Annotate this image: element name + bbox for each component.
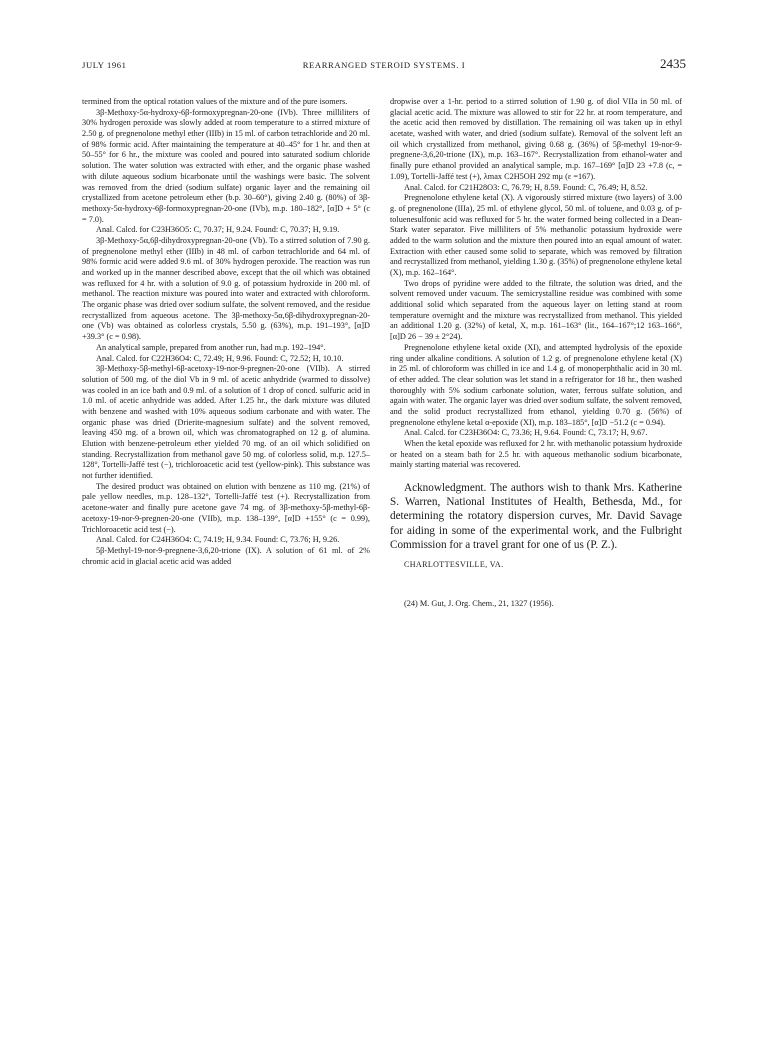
right-paragraphs bbox=[390, 97, 682, 471]
affiliation-place: CHARLOTTESVILLE, VA. bbox=[404, 560, 504, 570]
paragraph: 3β-Methoxy-5β-methyl-6β-acetoxy-19-nor-9-pregnen-20-one (VIIb). A stirred solution of 500 mg. of the diol Vb in 9 ml. of acetic anhydride (warmed to dissolve) was cooled in an ice bath and 0.9 ml. of a solution of 1 drop of concd. sulfuric acid in 1.0 ml. of acetic anhydride was added. After 1.25 hr., the dark mixture was diluted with benzene and washed with 10% aqueous sodium carbonate and with water. The organic phase was dried (Drierite-magnesium sulfate) and the solvent removed, leaving 450 mg. of a brown oil, which was chromatographed on 12 g. of alumina. Elution with benzene-petroleum ether yielded 70 mg. of an oil which solidified on standing. Recrystallization from methanol gave 50 mg. of colorless solid, m.p. 127.5–128°, Tortelli-Jaffé test (−), trichloroacetic acid test (yellow-pink). This substance was not further identified. bbox=[82, 364, 370, 481]
paragraph: Anal. Calcd. for C24H36O4: C, 74.19; H, 9.34. Found: C, 73.76; H, 9.26. bbox=[96, 535, 340, 545]
paragraph: Pregnenolone ethylene ketal (X). A vigorously stirred mixture (two layers) of 3.00 g. of pregnenolone (IIIa), 25 ml. of ethylene glycol, 50 ml. of toluene, and 0.03 g. of p-toluenesulfonic acid was refluxed for 5 hr. the water formed being collected in a Dean-Stark water separator. Five milliliters of 5% methanolic potassium hydroxide were added to the warm solution and the mixture then poured into an equal amount of water. Extraction with ether caused some solid to separate, which was removed by filtration and recrystallized from methanol, yielding 1.30 g. (35%) of pregnenolone ethylene ketal (X), m.p. 162–164°. bbox=[390, 193, 682, 277]
header-title: REARRANGED STEROID SYSTEMS. I bbox=[302, 60, 466, 70]
footnote: (24) M. Gut, J. Org. Chem., 21, 1327 (1956). bbox=[404, 598, 554, 608]
paragraph: Pregnenolone ethylene ketal oxide (XI), and attempted hydrolysis of the epoxide ring under alkaline conditions. A solution of 1.2 g. of pregnenolone ethylene ketal (X) in 25 ml. of chloroform was chilled in ice and 1.4 g. of monoperphthalic acid in 30 ml. of ether added. The clear solution was let stand in a refrigerator for 18 hr., then washed thoroughly with 5% sodium carbonate solution, water, ferrous sulfate solution, and again with water. The organic layer was dried over sodium sulfate, the solvent removed, and the solid product recrystallized from ethanol, yielding 0.70 g. (56%) of pregnenolone ethylene ketal α-epoxide (XI), m.p. 183–185°, [α]D −51.2 (c = 0.94). bbox=[390, 342, 682, 427]
paragraph: An analytical sample, prepared from another run, had m.p. 192–194°. bbox=[96, 342, 326, 352]
page-number: 2435 bbox=[660, 56, 686, 71]
paragraph: When the ketal epoxide was refluxed for 2 hr. with methanolic potassium hydroxide or heated on a steam bath for 2.5 hr. with aqueous methanolic sodium bicarbonate, mainly starting material was recovered. bbox=[390, 439, 682, 470]
right-column bbox=[390, 97, 682, 609]
paragraph: 3β-Methoxy-5α-hydroxy-6β-formoxypregnan-20-one (IVb). Three milliliters of 30% hydrogen peroxide was slowly added at room temperature to a stirred mixture of 2.50 g. of pregnenolone methyl ether (IIIb) in 15 ml. of carbon tetrachloride and 20 ml. of 98% formic acid. After maintaining the temperature at 40–45° for 1 hr. and then at 50–55° for 6 hr., the mixture was cooled and poured into saturated sodium chloride solution. The water solution was extracted with ether, and the organic phase washed with dilute aqueous sodium bicarbonate until the washings were basic. The solvent was removed from the dried (sodium sulfate) organic layer and the remaining oil crystallized from acetone petroleum ether (b.p. 30–60°), giving 2.40 g. (80%) of 3β-methoxy-5α-hydroxy-6β-formoxypregnan-20-one (IVb), m.p. 180–182°, [α]D + 5° (c = 7.0). bbox=[82, 107, 370, 224]
paragraph: 3β-Methoxy-5α,6β-dihydroxypregnan-20-one (Vb). To a stirred solution of 7.90 g. of pregnenolone methyl ether (IIIb) in 48 ml. of carbon tetrachloride and 64 ml. of 98% formic acid were added 9.6 ml. of 30% hydrogen peroxide. The reaction was run and worked up in the manner described above, except that the oil which was obtained was refluxed for 4 hr. with a solution of 9.0 g. of potassium hydroxide in 200 ml. of methanol. The reaction mixture was poured into water and extracted with chloroform. The organic phase was dried over sodium sulfate, the solvent removed, and the residue recrystallized from aqueous acetone. The 3β-methoxy-5α,6β-dihydroxypregnan-20-one (Vb) was obtained as colorless crystals, 5.50 g. (63%), m.p. 191–193°, [α]D +39.3° (c = 0.98). bbox=[82, 235, 370, 342]
paragraph: The desired product was obtained on elution with benzene as 110 mg. (21%) of pale yellow needles, m.p. 128–132°, Tortelli-Jaffé test (+). Recrystallization from acetone-water and finally pure acetone gave 74 mg. of 3β-methoxy-5β-methyl-6β-acetoxy-19-nor-9-pregnen-20-one (VIIb), m.p. 138–139°, [α]D +155° (c = 0.99), Trichloroacetic acid test (−). bbox=[82, 481, 370, 534]
paragraph: Anal. Calcd. for C22H36O4: C, 72.49; H, 9.96. Found: C, 72.52; H, 10.10. bbox=[96, 353, 344, 363]
paragraph: Anal. Calcd. for C21H28O3: C, 76.79; H, 8.59. Found: C, 76.49; H, 8.52. bbox=[404, 182, 648, 192]
paragraph: 5β-Methyl-19-nor-9-pregnene-3,6,20-trione (IX). A solution of 61 ml. of 2% chromic acid in glacial acetic acid was added bbox=[82, 545, 370, 566]
left-column bbox=[82, 97, 370, 567]
paragraph: Anal. Calcd. for C23H36O5: C, 70.37; H, 9.24. Found: C, 70.37; H, 9.19. bbox=[96, 225, 340, 235]
header-date: JULY 1961 bbox=[82, 60, 127, 70]
acknowledgment: Acknowledgment. The authors wish to thank Mrs. Katherine S. Warren, National Institutes of Health, Bethesda, Md., for determining the rotatory dispersion curves, Mr. David Savage for aiding in some of the experimental work, and the Fulbright Commission for a travel grant for one of us (P. Z.). bbox=[390, 482, 682, 551]
paragraph: Two drops of pyridine were added to the filtrate, the solution was dried, and the solvent removed under vacuum. The semicrystalline residue was combined with some additional solid which separated from the aqueous layer on letting stand at room temperature overnight and the mixture was recrystallized from methanol. This yielded an additional 1.20 g. (32%) of ketal, X, m.p. 161–163° (lit., 164–167°;12 163–166°, [α]D 26 − 39 ± 2°24). bbox=[390, 278, 682, 342]
paragraph: dropwise over a 1-hr. period to a stirred solution of 1.90 g. of diol VIIa in 50 ml. of glacial acetic acid. The mixture was allowed to stir for 22 hr. at room temperature, and the acetic acid then removed by distillation. The remaining oil was taken up in ethyl acetate, washed with water, and dried (sodium sulfate). Removal of the solvent left an oil which crystallized from methanol, giving 0.68 g. (36%) of 5β-methyl 19-nor-9-pregnene-3,6,20-trione (IX), m.p. 163–167°. Recrystallization from ethanol-water and finally pure ethanol provided an analytical sample, m.p. 167–169° [α]D 23 +7.8 (c, = 1.09), Tortelli-Jaffé test (+), λmax C2H5OH 292 mμ (ε =167). bbox=[390, 97, 682, 181]
paragraph: Anal. Calcd. for C23H36O4: C, 73.36; H, 9.64. Found: C, 73.17; H, 9.67. bbox=[404, 428, 648, 438]
paragraph: termined from the optical rotation values of the mixture and of the pure isomers. bbox=[82, 97, 348, 106]
running-header bbox=[82, 58, 686, 72]
